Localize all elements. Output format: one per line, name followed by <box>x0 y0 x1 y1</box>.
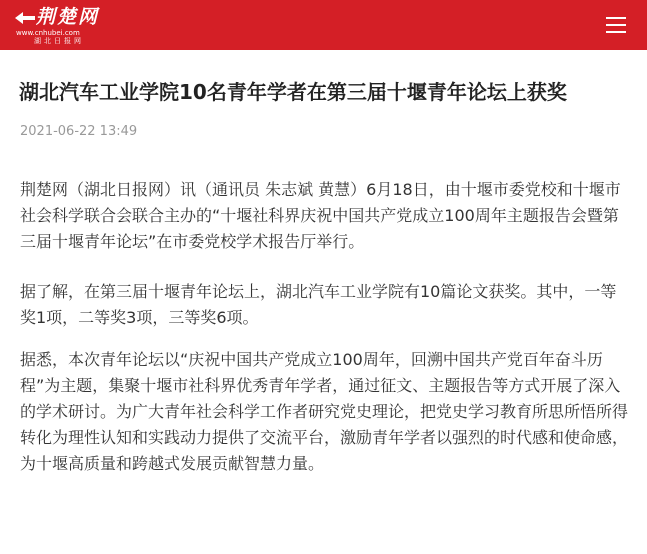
top-bar <box>0 0 647 50</box>
article-paragraph: 荆楚网（湖北日报网）讯（通讯员 朱志斌 黄慧）6月18日，由十堰市委党校和十堰市社会科学联合会联合主办的“十堰社科界庆祝中国共产党成立100周年主题报告会暨第三届十堰青年论坛”在市委党校学术报告厅举行。 <box>20 180 621 251</box>
article-title: 湖北汽车工业学院10名青年学者在第三届十堰青年论坛上获奖 <box>19 80 567 104</box>
article-paragraph: 据了解，在第三届十堰青年论坛上，湖北汽车工业学院有10篇论文获奖。其中，一等奖1项，二等奖3项，三等奖6项。 <box>20 282 617 327</box>
logo-site-subtitle: 湖北日报网 <box>34 37 84 45</box>
logo-mark-icon <box>14 11 36 25</box>
site-logo[interactable] <box>14 6 114 46</box>
menu-icon-bar-middle <box>606 24 626 26</box>
logo-site-name: 荆楚网 <box>36 6 100 28</box>
logo-site-url: www.cnhubei.com <box>16 29 80 37</box>
article-date: 2021-06-22 13:49 <box>20 124 138 139</box>
menu-icon-bar-bottom <box>606 31 626 33</box>
menu-icon <box>606 17 626 19</box>
menu-button[interactable] <box>604 14 630 36</box>
article-paragraph: 据悉，本次青年论坛以“庆祝中国共产党成立100周年，回溯中国共产党百年奋斗历程”为主题，集聚十堰市社科界优秀青年学者，通过征文、主题报告等方式开展了深入的学术研讨。为广大青年社会科学工作者研究党史理论，把党史学习教育所思所悟所得转化为理性认知和实践动力提供了交流平台，激励青年学者以强烈的时代感和使命感，为十堰高质量和跨越式发展贡献智慧力量。 <box>20 350 629 473</box>
